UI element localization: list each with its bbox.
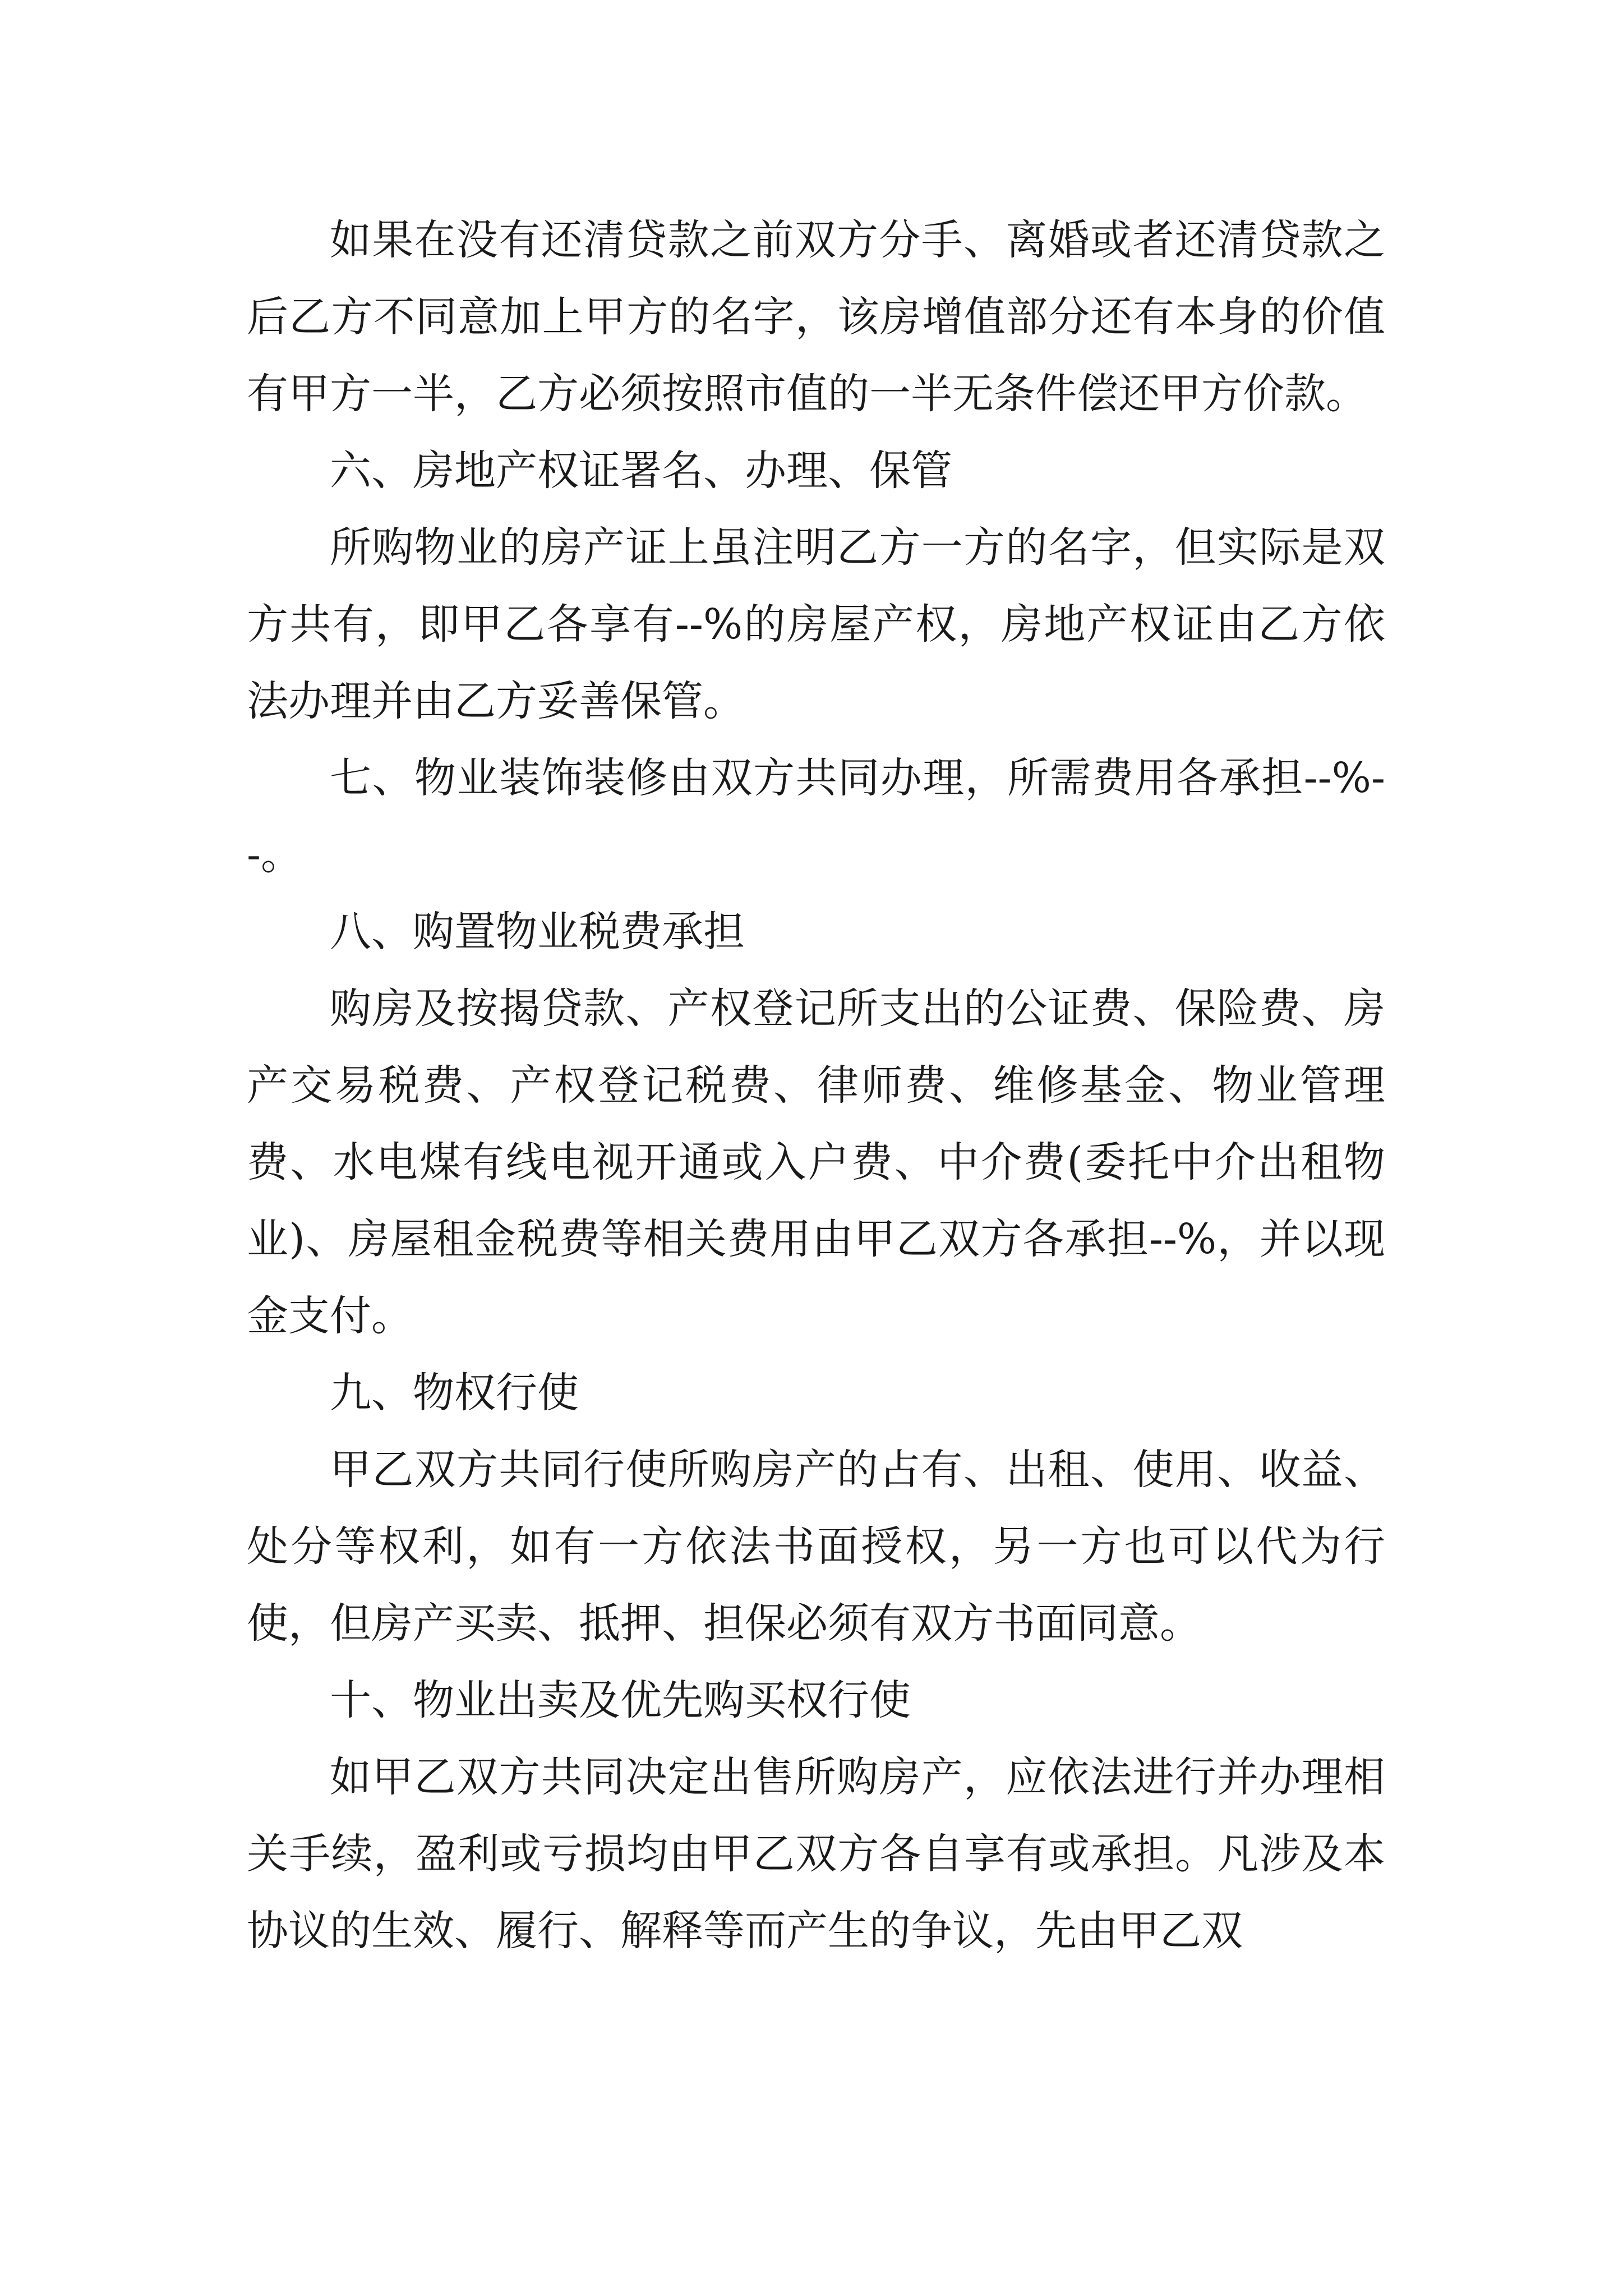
document-page — [247, 202, 1385, 1970]
section-heading-9: 九、物权行使 — [330, 1369, 579, 1417]
section-7-decoration: 七、物业装饰装修由双方共同办理，所需费用各承担--%--。 — [247, 754, 1385, 879]
paragraph-sale-disputes: 如甲乙双方共同决定出售所购房产，应依法进行并办理相关手续，盈利或亏损均由甲乙双方各自享有或承担。凡涉及本协议的生效、履行、解释等而产生的争议，先由甲乙双 — [247, 1753, 1385, 1955]
paragraph-tax-fees: 购房及按揭贷款、产权登记所支出的公证费、保险费、房产交易税费、产权登记税费、律师费、维修基金、物业管理费、水电煤有线电视开通或入户费、中介费(委托中介出租物业)、房屋租金税费等相关费用由甲乙双方各承担--%，并以现金支付。 — [247, 984, 1385, 1340]
section-heading-6: 六、房地产权证署名、办理、保管 — [330, 447, 952, 495]
paragraph-property-rights: 甲乙双方共同行使所购房产的占有、出租、使用、收益、处分等权利，如有一方依法书面授权，另一方也可以代为行使，但房产买卖、抵押、担保必须有双方书面同意。 — [247, 1446, 1385, 1648]
section-heading-10: 十、物业出卖及优先购买权行使 — [330, 1676, 911, 1724]
paragraph-repayment-terms: 如果在没有还清贷款之前双方分手、离婚或者还清贷款之后乙方不同意加上甲方的名字，该房增值部分还有本身的价值有甲方一半，乙方必须按照市值的一半无条件偿还甲方价款。 — [247, 216, 1385, 418]
paragraph-property-certificate: 所购物业的房产证上虽注明乙方一方的名字，但实际是双方共有，即甲乙各享有--%的房屋产权，房地产权证由乙方依法办理并由乙方妥善保管。 — [247, 523, 1385, 725]
section-heading-8: 八、购置物业税费承担 — [330, 908, 745, 956]
